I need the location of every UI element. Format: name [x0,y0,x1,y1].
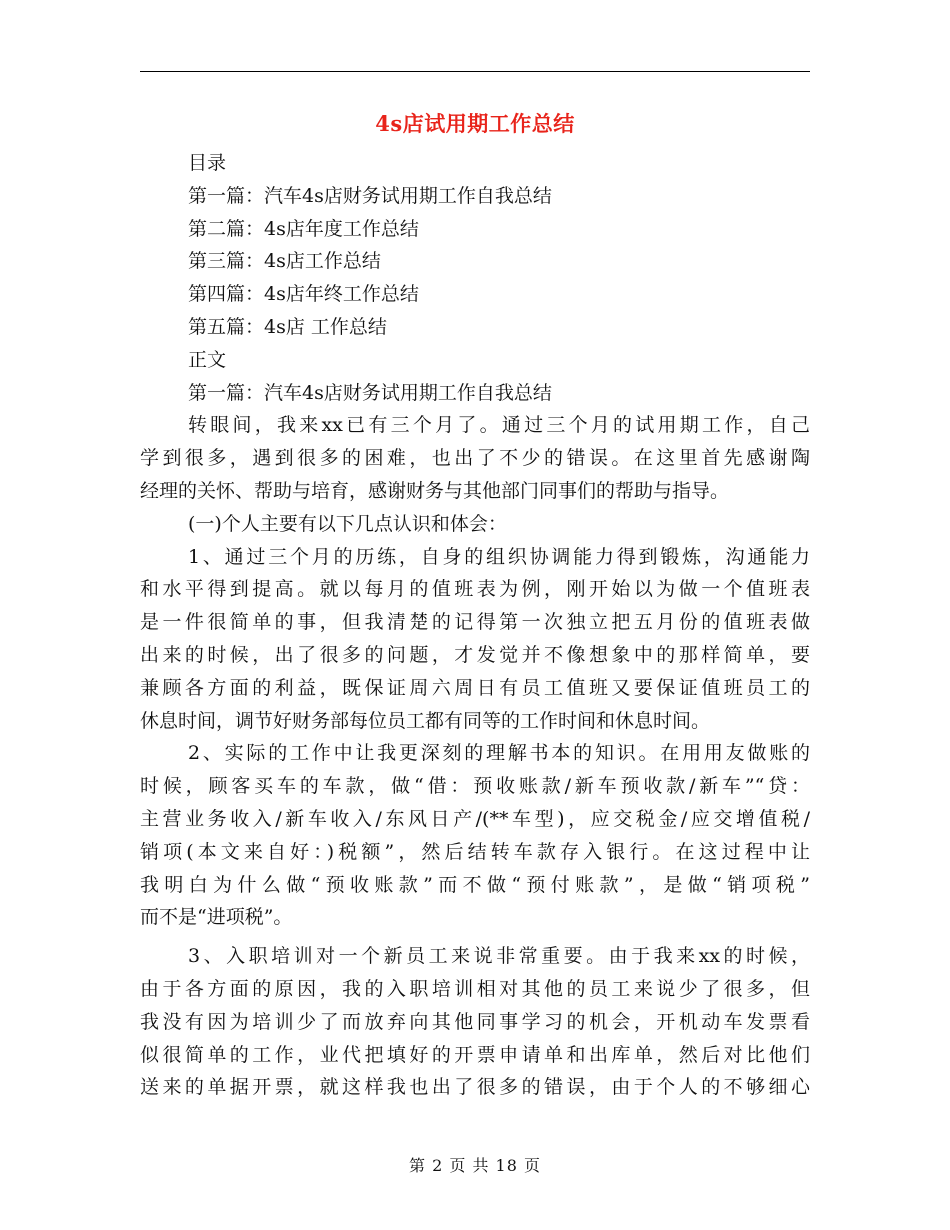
section-title: 第一篇：汽车4s店财务试用期工作自我总结 [188,381,552,404]
header-rule [140,71,810,72]
paragraph-line: 2、实际的工作中让我更深刻的理解书本的知识。在用用友做账的 [188,742,810,765]
paragraph-line: 经理的关怀、帮助与培育，感谢财务与其他部门同事们的帮助与指导。 [140,479,730,502]
paragraph-line: 送来的单据开票，就这样我也出了很多的错误，由于个人的不够细心 [140,1076,810,1099]
paragraph-line: 出来的时候，出了很多的问题，才发觉并不像想象中的那样简单，要 [140,643,810,666]
document-body [140,147,810,1104]
toc-item: 第五篇：4s店 工作总结 [188,315,387,338]
paragraph-line: 我没有因为培训少了而放弃向其他同事学习的机会，开机动车发票看 [140,1010,810,1033]
paragraph-line: 学到很多，遇到很多的困难，也出了不少的错误。在这里首先感谢陶 [140,447,810,470]
paragraph-line: 兼顾各方面的利益，既保证周六周日有员工值班又要保证值班员工的 [140,676,810,699]
paragraph-line: 由于各方面的原因，我的入职培训相对其他的员工来说少了很多，但 [140,977,810,1000]
body-heading: 正文 [188,348,227,371]
paragraph-line: 主营业务收入/新车收入/东风日产/(**车型)，应交税金/应交增值税/ [140,807,810,830]
toc-item: 第一篇：汽车4s店财务试用期工作自我总结 [188,184,552,207]
toc-item: 第二篇：4s店年度工作总结 [188,217,419,240]
paragraph-line: 转眼间，我来xx已有三个月了。通过三个月的试用期工作，自己 [188,414,810,437]
toc-item: 第四篇：4s店年终工作总结 [188,283,419,306]
toc-item: 第三篇：4s店工作总结 [188,250,381,273]
toc-heading: 目录 [188,152,227,174]
page-number: 第 2 页 共 18 页 [409,1156,541,1175]
paragraph-line: 和水平得到提高。就以每月的值班表为例，刚开始以为做一个值班表 [140,578,810,601]
paragraph-line: 而不是“进项税”。 [140,906,293,929]
paragraph-line: 1、通过三个月的历练，自身的组织协调能力得到锻炼，沟通能力 [188,545,810,568]
paragraph-line: 3、入职培训对一个新员工来说非常重要。由于我来xx的时候， [188,945,810,968]
paragraph-line: (一)个人主要有以下几点认识和体会： [188,512,507,535]
paragraph-line: 销项(本文来自好：)税额”，然后结转车款存入银行。在这过程中让 [140,840,810,863]
paragraph-line: 我明白为什么做“预收账款”而不做“预付账款”，是做“销项税” [140,873,810,896]
paragraph-line: 似很简单的工作，业代把填好的开票申请单和出库单，然后对比他们 [140,1043,810,1066]
document-title: 4s店试用期工作总结 [375,111,575,136]
paragraph-line: 时候，顾客买车的车款，做“借：预收账款/新车预收款/新车”“贷： [140,775,810,798]
paragraph-line: 是一件很简单的事，但我清楚的记得第一次独立把五月份的值班表做 [140,611,810,634]
paragraph-line: 休息时间，调节好财务部每位员工都有同等的工作时间和休息时间。 [140,709,711,732]
